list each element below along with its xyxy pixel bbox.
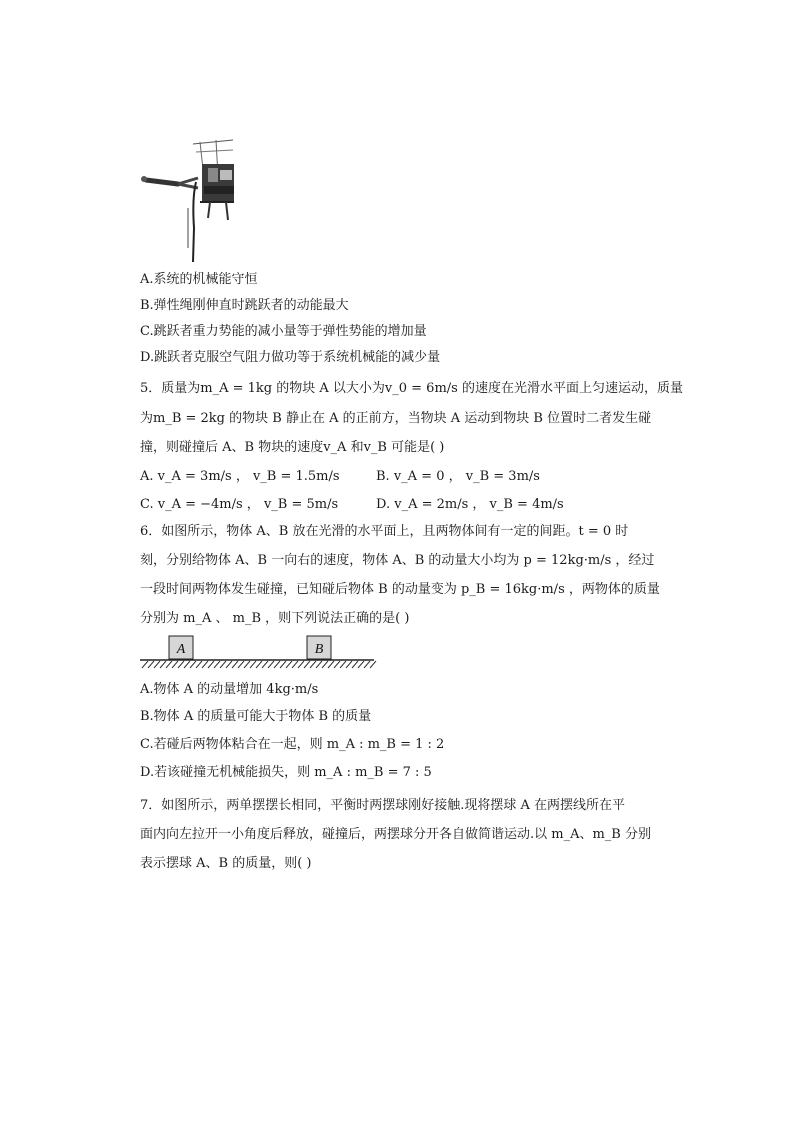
q4-option-b: B.弹性绳刚伸直时跳跃者的动能最大 [140,298,349,313]
hatch-stroke [172,661,178,668]
hatch-stroke [364,661,370,668]
hatch-stroke [214,661,220,668]
hatch-stroke [316,661,322,668]
q5-stem-line3: 撞，则碰撞后 A、B 物块的速度v_A 和v_B 可能是( ) [140,440,445,455]
q5-stem-line1: 5．质量为m_A = 1kg 的物块 A 以大小为v_0 = 6m/s 的速度在光滑水平面上匀速运动，质量 [140,381,683,396]
blocks-on-surface-diagram [138,632,378,674]
hatch-stroke [358,661,364,668]
q6-stem-line3: 一段时间两物体发生碰撞，已知碰后物体 B 的动量变为 p_B = 16kg·m/s ，两物体的质量 [140,582,660,597]
hatch-stroke [160,661,166,668]
q6-option-c: C.若碰后两物体粘合在一起，则 m_A : m_B = 1 : 2 [140,737,445,752]
hatch-stroke [370,661,376,668]
bungee-jump-photo [138,138,234,262]
q6-stem-line4: 分别为 m_A 、 m_B ，则下列说法正确的是( ) [140,611,410,626]
hatch-stroke [280,661,286,668]
hatch-stroke [274,661,280,668]
hatch-stroke [298,661,304,668]
hatch-stroke [238,661,244,668]
q6-option-b: B.物体 A 的质量可能大于物体 B 的质量 [140,709,372,724]
q6-option-d: D.若该碰撞无机械能损失，则 m_A : m_B = 7 : 5 [140,765,432,780]
hatch-stroke [262,661,268,668]
hatch-stroke [232,661,238,668]
hatch-stroke [184,661,190,668]
hatch-stroke [148,661,154,668]
q4-option-c: C.跳跃者重力势能的减小量等于弹性势能的增加量 [140,324,427,339]
q5-option-c: C. v_A = −4m/s ， v_B = 5m/s [140,497,339,512]
hatch-stroke [340,661,346,668]
hatch-stroke [310,661,316,668]
q7-stem-line1: 7．如图所示，两单摆摆长相同，平衡时两摆球刚好接触.现将摆球 A 在两摆线所在平 [140,798,626,813]
q4-option-d: D.跳跃者克服空气阻力做功等于系统机械能的减少量 [140,350,441,365]
hatch-stroke [226,661,232,668]
hatch-stroke [322,661,328,668]
hatch-stroke [190,661,196,668]
q5-option-a: A. v_A = 3m/s ， v_B = 1.5m/s [140,469,340,484]
hatch-stroke [346,661,352,668]
hatch-stroke [142,661,148,668]
q6-stem-line2: 刻，分别给物体 A、B 一向右的速度，物体 A、B 的动量大小均为 p = 12kg·m/s ，经过 [140,553,655,568]
hatch-stroke [178,661,184,668]
hatch-stroke [244,661,250,668]
q7-stem-line2: 面内向左拉开一小角度后释放，碰撞后，两摆球分开各自做简谐运动.以 m_A、m_B 分别 [140,827,651,842]
hatch-stroke [220,661,226,668]
hatch-stroke [256,661,262,668]
surface-hatching [142,661,376,668]
q5-option-b: B. v_A = 0 ， v_B = 3m/s [376,469,540,484]
hatch-stroke [304,661,310,668]
hatch-stroke [202,661,208,668]
hatch-stroke [196,661,202,668]
hatch-stroke [166,661,172,668]
q5-stem-line2: 为m_B = 2kg 的物块 B 静止在 A 的正前方，当物块 A 运动到物块 B 位置时二者发生碰 [140,411,652,426]
q7-stem-line3: 表示摆球 A、B 的质量，则( ) [140,856,312,871]
hatch-stroke [352,661,358,668]
q6-stem-line1: 6．如图所示，物体 A、B 放在光滑的水平面上，且两物体间有一定的间距。t = 0 时 [140,524,629,539]
block-a-label: A [176,642,186,657]
hatch-stroke [334,661,340,668]
hatch-stroke [328,661,334,668]
block-b-label: B [314,642,324,657]
q4-option-a: A.系统的机械能守恒 [140,272,258,287]
hatch-stroke [250,661,256,668]
hatch-stroke [208,661,214,668]
hatch-stroke [154,661,160,668]
hatch-stroke [286,661,292,668]
hatch-stroke [268,661,274,668]
q5-option-d: D. v_A = 2m/s ， v_B = 4m/s [376,497,564,512]
q6-option-a: A.物体 A 的动量增加 4kg·m/s [140,682,319,697]
hatch-stroke [292,661,298,668]
